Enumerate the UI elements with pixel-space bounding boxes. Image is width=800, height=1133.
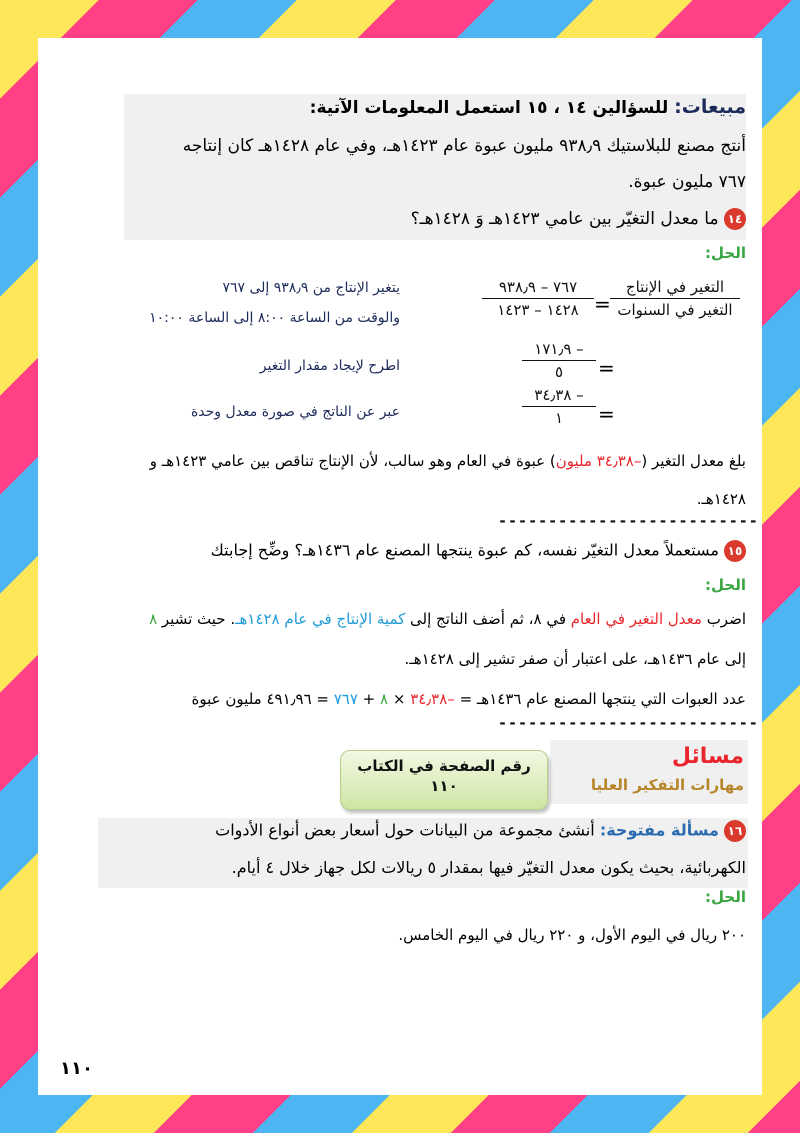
note-1a: يتغير الإنتاج من ٩٣٨٫٩ إلى ٧٦٧	[222, 280, 400, 296]
equals-sign-1: =	[594, 292, 611, 316]
section-subtitle: مهارات التفكير العليا	[590, 776, 744, 794]
question-14-text: ما معدل التغيّر بين عامي ١٤٢٣هـ وَ ١٤٢٨هـ؟	[410, 209, 719, 229]
q16-answer: ٢٠٠ ريال في اليوم الأول، و ٢٢٠ ريال في اليوم الخامس.	[398, 926, 746, 944]
q16-text2: الكهربائية، بحيث يكون معدل التغيّر فيها بمقدار ٥ ريالات لكل جهاز خلال ٤ أيام.	[231, 858, 746, 877]
book-page-box	[340, 750, 548, 810]
intro-heading	[106, 96, 746, 118]
fraction-3-num: – ٣٤٫٣٨	[534, 386, 584, 404]
q15-line2: إلى عام ١٤٣٦هـ، على اعتبار أن صفر تشير إلى ١٤٢٨هـ.	[404, 650, 746, 668]
q16-text1: أنشئ مجموعة من البيانات حول أسعار بعض أنواع الأدوات	[215, 820, 595, 840]
calc-blue: ٧٦٧	[333, 690, 358, 708]
intro-label: مبيعات:	[674, 96, 746, 118]
calc-green: ٨	[380, 690, 389, 708]
intro-para1: أنتج مصنع للبلاستيك ٩٣٨٫٩ مليون عبوة عام ١٤٢٣هـ، وفي عام ١٤٢٨هـ كان إنتاجه	[182, 136, 746, 156]
note-3: عبر عن الناتج في صورة معدل وحدة	[190, 404, 400, 420]
question-15	[46, 540, 746, 562]
book-page-label: رقم الصفحة في الكتاب	[357, 757, 531, 775]
q15-line1-c: . حيث تشير	[157, 610, 236, 628]
q15-line1	[46, 610, 746, 628]
q16-solution-label: الحل:	[705, 888, 746, 906]
section-title: مسائل	[671, 744, 744, 769]
calc-red: –٣٤٫٣٨	[410, 690, 455, 708]
q16-label: مسألة مفتوحة:	[599, 820, 719, 840]
intro-text: للسؤالين ١٤ ، ١٥ استعمل المعلومات الآتية:	[309, 98, 669, 118]
calc-d: = ٤٩١٫٩٦ مليون عبوة	[191, 690, 334, 708]
result-red: –٣٤٫٣٨ مليون	[555, 452, 642, 470]
fraction-lhs-num: التغير في الإنتاج	[625, 278, 725, 296]
q15-line1-a: اضرب	[701, 610, 746, 628]
q15-line1-red: معدل التغير في العام	[570, 610, 702, 628]
calc-a: عدد العبوات التي ينتجها المصنع عام ١٤٣٦هـ =	[454, 690, 746, 708]
q14-result	[46, 452, 746, 470]
fraction-3-den: ١	[554, 409, 564, 427]
question-16	[46, 820, 746, 842]
intro-para2: ٧٦٧ مليون عبوة.	[628, 172, 746, 192]
question-15-badge: ١٥	[724, 540, 746, 562]
fraction-1-den: ١٤٢٨ – ١٤٢٣	[497, 301, 579, 319]
calc-c: +	[357, 690, 381, 708]
fraction-2	[522, 340, 596, 381]
page	[38, 38, 762, 1095]
fraction-1-num: ٧٦٧ – ٩٣٨٫٩	[498, 278, 578, 296]
fraction-3	[522, 386, 596, 427]
q15-solution-label: الحل:	[705, 576, 746, 594]
page-number: ١١٠	[60, 1058, 93, 1079]
question-14-badge: ١٤	[724, 208, 746, 230]
fraction-2-num: – ١٧١٫٩	[534, 340, 584, 358]
q15-line1-green: ٨	[149, 610, 158, 628]
q15-line1-blue: كمية الإنتاج في عام ١٤٢٨هـ	[235, 610, 406, 628]
question-15-text: مستعملاً معدل التغيّر نفسه، كم عبوة ينتجها المصنع عام ١٤٣٦هـ؟ وضِّح إجابتك	[210, 540, 719, 560]
fraction-lhs-den: التغير في السنوات	[617, 301, 733, 319]
q15-calc	[46, 690, 746, 708]
divider-2: --------------------------	[498, 714, 759, 732]
note-1b: والوقت من الساعة ٨:٠٠ إلى الساعة ١٠:٠٠	[149, 310, 400, 326]
fraction-1	[482, 278, 594, 319]
q15-line1-b: في ٨، ثم أضف الناتج إلى	[405, 610, 571, 628]
fraction-2-den: ٥	[554, 363, 564, 381]
book-page-number: ١١٠	[430, 777, 458, 795]
result-text-a: بلغ معدل التغير (	[641, 452, 746, 470]
q14-solution-label: الحل:	[705, 244, 746, 262]
note-2: اطرح لإيجاد مقدار التغير	[259, 358, 400, 374]
divider-1: --------------------------	[498, 512, 759, 530]
calc-b: ×	[388, 690, 411, 708]
fraction-lhs	[610, 278, 740, 319]
question-14	[46, 208, 746, 230]
question-16-badge: ١٦	[724, 820, 746, 842]
equals-sign-3: =	[598, 402, 615, 426]
result-text-b: ) عبوة في العام وهو سالب، لأن الإنتاج تناقص بين عامي ١٤٢٣هـ و	[149, 452, 556, 470]
equals-sign-2: =	[598, 356, 615, 380]
q14-result-line2: ١٤٢٨هـ.	[696, 490, 746, 508]
